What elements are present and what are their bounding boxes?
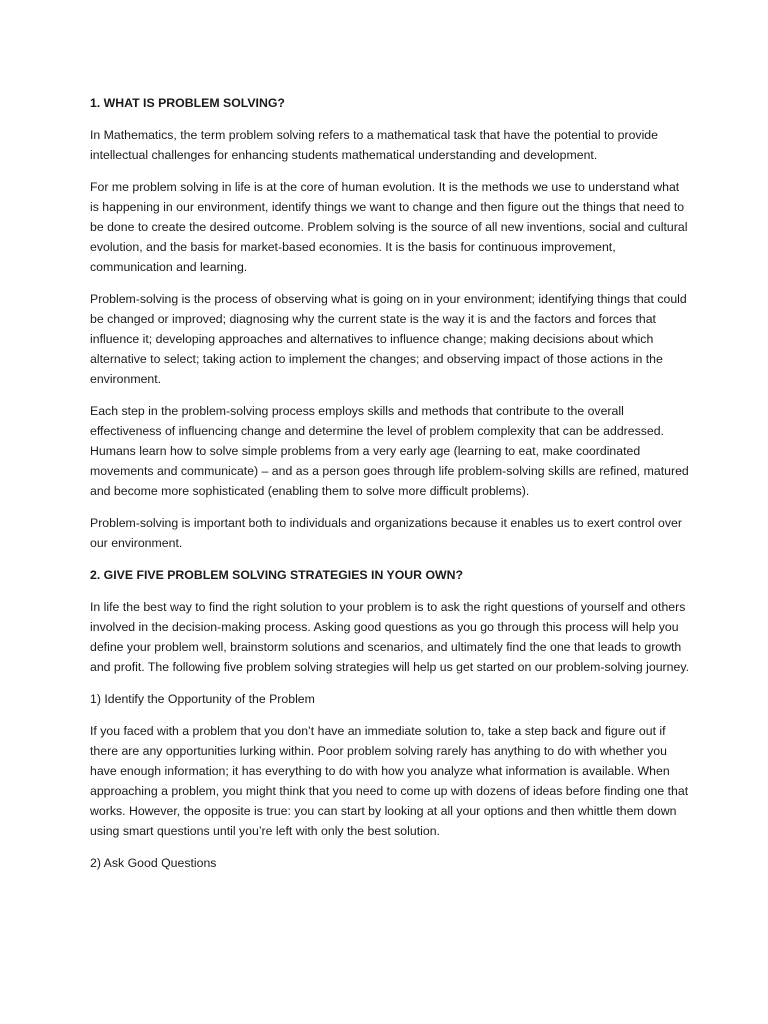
strategy-1-text: If you faced with a problem that you don’t have an immediate solution to, take a step back and figure out if there are any opportunities lurking within. Poor problem solving rarely has anything to do with whether you have enough information; it has everything to do with how you analyze what information is available. When approaching a problem, you might think that you need to come up with dozens of ideas before finding one that works. However, the opposite is true: you can start by looking at all your options and then whittle them down using smart questions until you’re left with only the best solution. bbox=[90, 724, 689, 838]
section-1-paragraph-4: Each step in the problem-solving process employs skills and methods that contribute to the overall effectiveness of influencing change and determine the level of problem complexity that can be addressed. Humans learn how to solve simple problems from a very early age (learning to eat, make coordinated movements and communicate) – and as a person goes through life problem-solving skills are refined, matured and become more sophisticated (enabling them to solve more difficult problems). bbox=[90, 404, 689, 498]
section-1-paragraph-5: Problem-solving is important both to individuals and organizations because it enables us to exert control over our environment. bbox=[90, 516, 682, 550]
section-1-paragraph-2: For me problem solving in life is at the core of human evolution. It is the methods we use to understand what is happening in our environment, identify things we want to change and then figure out the things that need to be done to create the desired outcome. Problem solving is the source of all new inventions, social and cultural evolution, and the basis for market-based economies. It is the basis for continuous improvement, communication and learning. bbox=[90, 180, 688, 274]
document-page bbox=[90, 93, 690, 885]
section-1-paragraph-1: In Mathematics, the term problem solving refers to a mathematical task that have the potential to provide intellectual challenges for enhancing students mathematical understanding and development. bbox=[90, 128, 658, 162]
strategy-1-title: 1) Identify the Opportunity of the Problem bbox=[90, 692, 315, 706]
section-1-paragraph-3: Problem-solving is the process of observing what is going on in your environment; identifying things that could be changed or improved; diagnosing why the current state is the way it is and the factors and forces that influence it; developing approaches and alternatives to influence change; making decisions about which alternative to select; taking action to implement the changes; and observing impact of those actions in the environment. bbox=[90, 292, 687, 386]
strategy-2-title: 2) Ask Good Questions bbox=[90, 856, 217, 870]
section-2-heading: 2. GIVE FIVE PROBLEM SOLVING STRATEGIES IN YOUR OWN? bbox=[90, 568, 464, 582]
section-2-intro: In life the best way to find the right solution to your problem is to ask the right questions of yourself and others involved in the decision-making process. Asking good questions as you go through this process will help you define your problem well, brainstorm solutions and scenarios, and ultimately find the one that leads to growth and profit. The following five problem solving strategies will help us get started on our problem-solving journey. bbox=[90, 600, 689, 674]
section-1-heading: 1. WHAT IS PROBLEM SOLVING? bbox=[90, 96, 285, 110]
